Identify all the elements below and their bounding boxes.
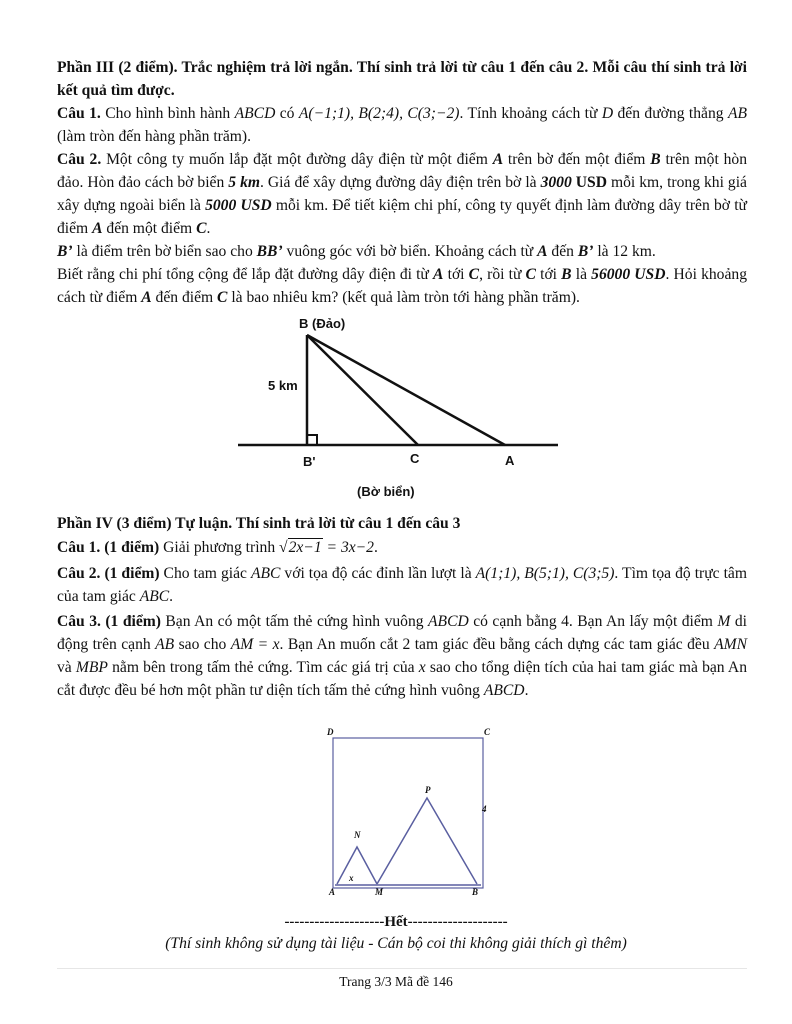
part4-question-3: Câu 3. (1 điểm) Bạn An có một tấm thẻ cứng hình vuông ABCD có cạnh bằng 4. Bạn An lấy một điểm M di động trên cạnh AB sao cho AM = x. Bạn An muốn cắt 2 tam giác đều bằng cách dựng các tam giác đều AMN và MBP nằm bên trong tấm thẻ cứng. Tìm các giá trị của x sao cho tổng diện tích của hai tam giác mà bạn An cắt được đều bé hơn một phần tư diện tích tấm thẻ cứng hình vuông ABCD. (57, 613, 748, 699)
part3-heading: Phần III (2 điểm). Trắc nghiệm trả lời ngắn. Thí sinh trả lời từ câu 1 đến câu 2. Mỗi câu thí sinh trả lời kết quả tìm được. (57, 59, 747, 99)
square-figure (325, 730, 495, 895)
bprime-label: B' (303, 454, 316, 469)
triangle-amn (337, 847, 377, 884)
segment-bc (307, 335, 418, 445)
label-side-4: 4 (482, 804, 487, 814)
part3-question-1: Câu 1. Cho hình bình hành ABCD có A(−1;1), B(2;4), C(3;−2). Tính khoảng cách từ D đến đường thẳng AB (làm tròn đến hàng phần trăm). (57, 105, 748, 145)
end-marker: --------------------Hết-------------------- (284, 914, 508, 930)
q-label: Câu 1. (57, 105, 101, 122)
label-c: C (484, 727, 491, 737)
label-a: A (329, 887, 336, 897)
page-number: Trang 3/3 Mã đề 146 (339, 974, 453, 989)
a-label: A (505, 453, 515, 468)
label-b: B (472, 887, 479, 897)
label-p: P (425, 785, 431, 795)
c-label: C (410, 451, 420, 466)
shore-caption: (Bờ biển) (357, 484, 415, 499)
exam-note: (Thí sinh không sử dụng tài liệu - Cán bộ coi thi không giải thích gì thêm) (165, 935, 627, 952)
label-m: M (375, 887, 384, 897)
distance-5km-label: 5 km (268, 378, 298, 393)
label-d: D (327, 727, 334, 737)
label-x: x (349, 873, 354, 883)
sqrt-symbol: √ (279, 539, 288, 556)
part3-question-2-cont: B’ là điểm trên bờ biển sao cho BB’ vuông góc với bờ biển. Khoảng cách từ A đến B’ là 12 km. Biết rằng chi phí tổng cộng để lắp đặt đường dây điện đi từ A tới C, rồi từ C tới B là 56000 USD. Hỏi khoảng cách từ điểm A đến điểm C là bao nhiêu km? (kết quả làm tròn tới hàng phần trăm). (57, 243, 747, 306)
segment-ba (307, 335, 505, 445)
part4-question-2: Câu 2. (1 điểm) Cho tam giác ABC với tọa độ các đỉnh lần lượt là A(1;1), B(5;1), C(3;5). Tìm tọa độ trực tâm của tam giác ABC. (57, 565, 747, 605)
island-figure (230, 325, 570, 475)
triangle-mbp (377, 798, 477, 884)
part4-heading: Phần IV (3 điểm) Tự luận. Thí sinh trả lời từ câu 1 đến câu 3 (57, 515, 461, 532)
label-n: N (354, 830, 361, 840)
island-b-label: B (Đảo) (299, 316, 346, 331)
footer-divider (57, 968, 747, 969)
part3-question-2: Câu 2. Một công ty muốn lắp đặt một đường dây điện từ một điểm A trên bờ đến một điểm B trên một hòn đảo. Hòn đảo cách bờ biển 5 km. Giá để xây dựng đường dây điện trên bờ là 3000 USD mỗi km, trong khi giá xây dựng ngoài biển là 5000 USD mỗi km. Để tiết kiệm chi phí, công ty quyết định làm đường dây trên bờ từ điểm A đến một điểm C. (57, 151, 748, 237)
square-abcd (333, 738, 483, 888)
right-angle-mark (307, 435, 317, 445)
part4-question-1: Câu 1. (1 điểm) Giải phương trình √2x−1 = 3x−2. (57, 539, 378, 556)
q-label: Câu 2. (57, 151, 102, 168)
